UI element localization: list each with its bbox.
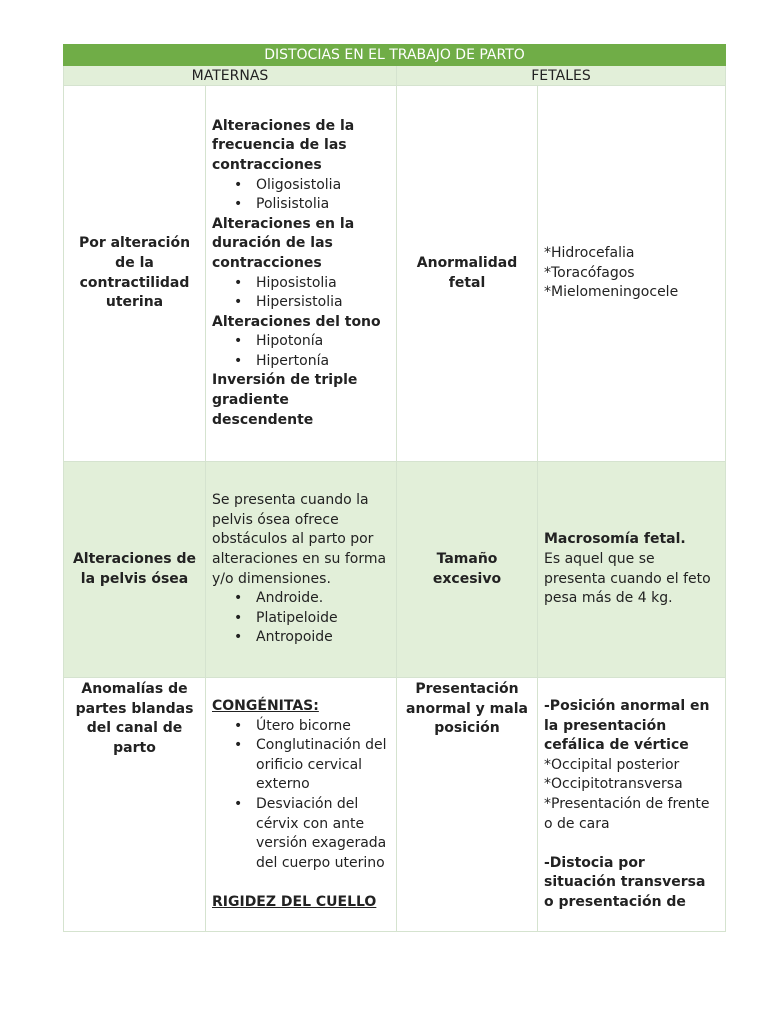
fetal-item: *Presentación de frente o de cara: [544, 795, 710, 832]
list-item: • Hiposistolia: [256, 274, 390, 294]
fetal-item: *Toracófagos: [544, 264, 635, 281]
row1-list-2: [212, 274, 390, 313]
table-title: DISTOCIAS EN EL TRABAJO DE PARTO: [63, 44, 726, 66]
row1-list-1: [212, 176, 390, 215]
fetal-item: *Occipital posterior: [544, 756, 680, 773]
row3-label: Anomalías de partes blandas del canal de parto: [63, 678, 206, 932]
row2-fetal-description: Es aquel que se presenta cuando el feto pesa más de 4 kg.: [544, 550, 711, 607]
row1-fetal-detail: [538, 86, 726, 462]
row3-distocia-heading: -Distocia por situación transversa o presentación de: [544, 854, 706, 910]
list-item: • Hipersistolia: [256, 293, 390, 313]
table-row: [63, 86, 726, 462]
list-item: • Oligosistolia: [256, 176, 390, 196]
list-item: • Útero bicorne: [256, 717, 390, 737]
row2-fetal-detail: [538, 462, 726, 678]
row2-fetal-heading: Macrosomía fetal.: [544, 531, 686, 548]
row3-maternal-detail: [206, 678, 397, 932]
row3-fetal-label: Presentación anormal y mala posición: [397, 678, 538, 932]
row3-position-heading: -Posición anormal en la presentación cefálica de vértice: [544, 698, 710, 754]
list-item: • Platipeloide: [256, 609, 390, 629]
row1-heading-1: Alteraciones de la frecuencia de las contracciones: [212, 117, 355, 173]
row3-rigidez-heading: RIGIDEZ DEL CUELLO: [212, 893, 377, 910]
list-item: • Polisistolia: [256, 195, 390, 215]
list-item: • Hipertonía: [256, 352, 390, 372]
list-item: • Conglutinación del orificio cervical externo: [256, 736, 390, 795]
fetal-item: *Hidrocefalia: [544, 245, 635, 262]
list-item: • Hipotonía: [256, 332, 390, 352]
table-row: [63, 678, 726, 932]
row3-list: [212, 717, 390, 874]
row2-list: [212, 589, 390, 648]
fetal-item: *Occipitotransversa: [544, 776, 683, 793]
row2-fetal-label: Tamaño excesivo: [397, 462, 538, 678]
row1-heading-3: Alteraciones del tono: [212, 313, 381, 330]
list-item: • Antropoide: [256, 628, 390, 648]
header-row: [63, 66, 726, 86]
list-item: • Androide.: [256, 589, 390, 609]
header-maternas: MATERNAS: [63, 66, 397, 86]
row3-fetal-detail: [538, 678, 726, 932]
fetal-item: *Mielomeningocele: [544, 284, 679, 301]
distocias-table: [63, 44, 726, 932]
row1-heading-4: Inversión de triple gradiente descendente: [212, 372, 358, 428]
row2-label: Alteraciones de la pelvis ósea: [63, 462, 206, 678]
header-fetales: FETALES: [397, 66, 726, 86]
row1-heading-2: Alteraciones en la duración de las contracciones: [212, 215, 355, 271]
row1-fetal-label: Anormalidad fetal: [397, 86, 538, 462]
table-row: [63, 462, 726, 678]
list-item: • Desviación del cérvix con ante versión exagerada del cuerpo uterino: [256, 795, 390, 873]
row1-list-3: [212, 332, 390, 371]
row2-description: Se presenta cuando la pelvis ósea ofrece obstáculos al parto por alteraciones en su forma y/o dimensiones.: [212, 492, 387, 587]
row3-congenitas-heading: CONGÉNITAS:: [212, 698, 319, 714]
row2-maternal-detail: [206, 462, 397, 678]
row1-label: Por alteración de la contractilidad uterina: [63, 86, 206, 462]
row1-maternal-detail: [206, 86, 397, 462]
